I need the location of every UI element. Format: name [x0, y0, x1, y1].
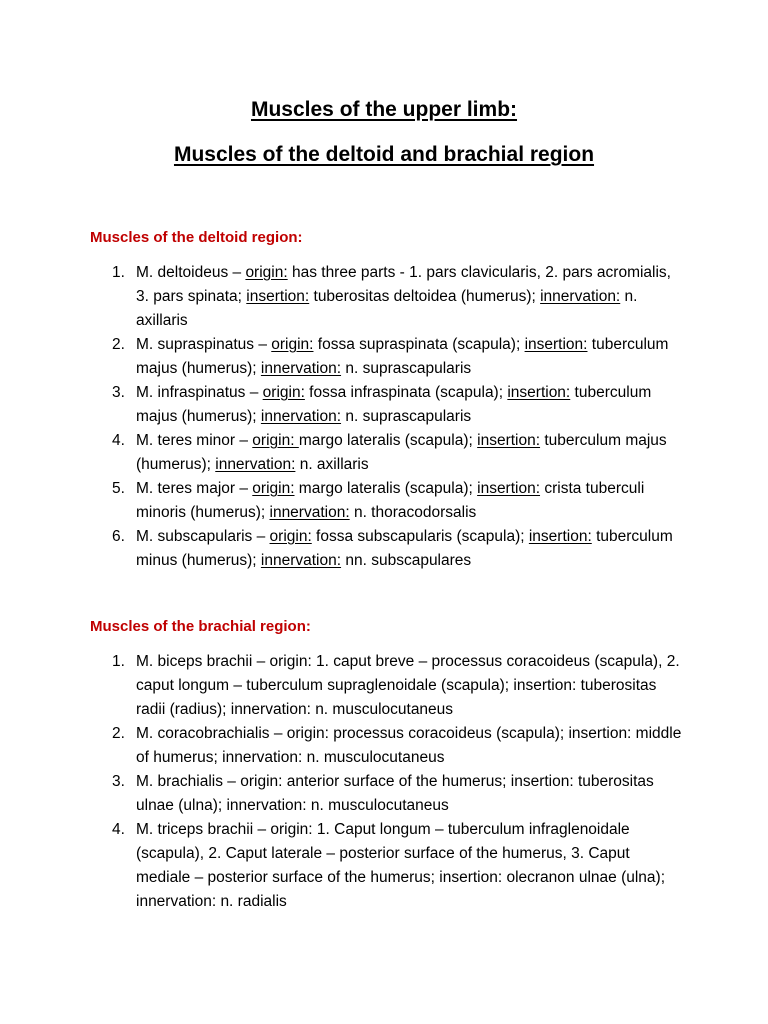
- field-label: innervation:: [540, 288, 621, 305]
- field-label: origin:: [262, 384, 305, 401]
- list-item-text: fossa subscapularis (scapula);: [311, 528, 529, 545]
- list-item-text: fossa infraspinata (scapula);: [304, 384, 508, 401]
- document-subtitle: Muscles of the deltoid and brachial region: [173, 143, 595, 166]
- list-item-text: tuberculum majus (humerus);: [136, 336, 669, 377]
- brachial-muscle-list: [0, 650, 768, 914]
- list-item-text: M. supraspinatus –: [136, 336, 272, 353]
- list-item: [0, 429, 684, 477]
- list-item-text: M. coracobrachialis – origin: processus coracoideus (scapula); insertion: middle of humerus; innervation: n. musculocutaneus: [136, 725, 682, 766]
- field-label: origin:: [245, 264, 288, 281]
- field-label: innervation:: [269, 504, 350, 521]
- list-item-text: M. biceps brachii – origin: 1. caput breve – processus coracoideus (scapula), 2. caput longum – tuberculum supraglenoidale (scapula); insertion: tuberositas radii (radius); innervation: n. musculocutaneus: [136, 653, 680, 718]
- field-label: origin:: [269, 528, 312, 545]
- list-item-text: tuberculum minus (humerus);: [136, 528, 673, 569]
- field-label: origin:: [271, 336, 314, 353]
- list-item-number: 2.: [112, 725, 125, 742]
- list-item: [0, 525, 684, 573]
- list-item-text: M. teres major –: [136, 480, 253, 497]
- deltoid-muscle-list: [0, 261, 768, 573]
- list-item: [0, 261, 684, 333]
- list-item: [0, 818, 684, 914]
- list-item-number: 1.: [112, 653, 125, 670]
- list-item-text: n. axillaris: [295, 456, 369, 473]
- field-label: insertion:: [246, 288, 310, 305]
- list-item-text: M. deltoideus –: [136, 264, 246, 281]
- field-label: origin:: [252, 480, 295, 497]
- list-item-text: tuberculum majus (humerus);: [136, 384, 652, 425]
- list-item-text: fossa supraspinata (scapula);: [313, 336, 525, 353]
- field-label: origin:: [252, 432, 299, 449]
- list-item: [0, 722, 684, 770]
- list-item-text: margo lateralis (scapula);: [294, 480, 478, 497]
- field-label: innervation:: [215, 456, 296, 473]
- field-label: innervation:: [260, 360, 342, 377]
- list-item-number: 3.: [112, 773, 125, 790]
- list-item-number: 5.: [112, 480, 125, 497]
- list-item-text: n. thoracodorsalis: [349, 504, 477, 521]
- document-title: Muscles of the upper limb:: [250, 98, 518, 121]
- field-label: insertion:: [507, 384, 571, 401]
- list-item-text: n. axillaris: [136, 288, 638, 329]
- field-label: insertion:: [524, 336, 588, 353]
- list-item: [0, 381, 684, 429]
- field-label: insertion:: [477, 432, 541, 449]
- list-item: [0, 333, 684, 381]
- list-item-text: nn. subscapulares: [341, 552, 472, 569]
- field-label: innervation:: [260, 408, 342, 425]
- field-label: innervation:: [260, 552, 342, 569]
- list-item-number: 6.: [112, 528, 125, 545]
- list-item: [0, 770, 684, 818]
- list-item-number: 2.: [112, 336, 125, 353]
- section-heading-deltoid: Muscles of the deltoid region:: [90, 229, 303, 246]
- field-label: insertion:: [477, 480, 541, 497]
- list-item-text: has three parts - 1. pars clavicularis, 2. pars acromialis, 3. pars spinata;: [136, 264, 671, 305]
- list-item-number: 3.: [112, 384, 125, 401]
- field-label: insertion:: [528, 528, 592, 545]
- list-item-text: M. teres minor –: [136, 432, 253, 449]
- list-item-text: M. triceps brachii – origin: 1. Caput longum – tuberculum infraglenoidale (scapula), 2. Caput laterale – posterior surface of the humerus, 3. Caput mediale – posterior surface of the humerus; insertion: olecranon ulnae (ulna); innervation: n. radialis: [136, 821, 666, 910]
- list-item: [0, 477, 684, 525]
- list-item-text: M. infraspinatus –: [136, 384, 263, 401]
- list-item-text: tuberositas deltoidea (humerus);: [309, 288, 541, 305]
- list-item-text: crista tuberculi minoris (humerus);: [136, 480, 645, 521]
- section-heading-brachial: Muscles of the brachial region:: [90, 618, 311, 635]
- list-item-text: margo lateralis (scapula);: [298, 432, 478, 449]
- list-item-number: 4.: [112, 821, 125, 838]
- list-item-number: 1.: [112, 264, 125, 281]
- list-item-text: M. brachialis – origin: anterior surface of the humerus; insertion: tuberositas ulnae (ulna); innervation: n. musculocutaneus: [136, 773, 654, 814]
- list-item: [0, 650, 684, 722]
- list-item-text: M. subscapularis –: [136, 528, 270, 545]
- list-item-text: tuberculum majus (humerus);: [136, 432, 667, 473]
- list-item-number: 4.: [112, 432, 125, 449]
- list-item-text: n. suprascapularis: [341, 408, 472, 425]
- list-item-text: n. suprascapularis: [341, 360, 472, 377]
